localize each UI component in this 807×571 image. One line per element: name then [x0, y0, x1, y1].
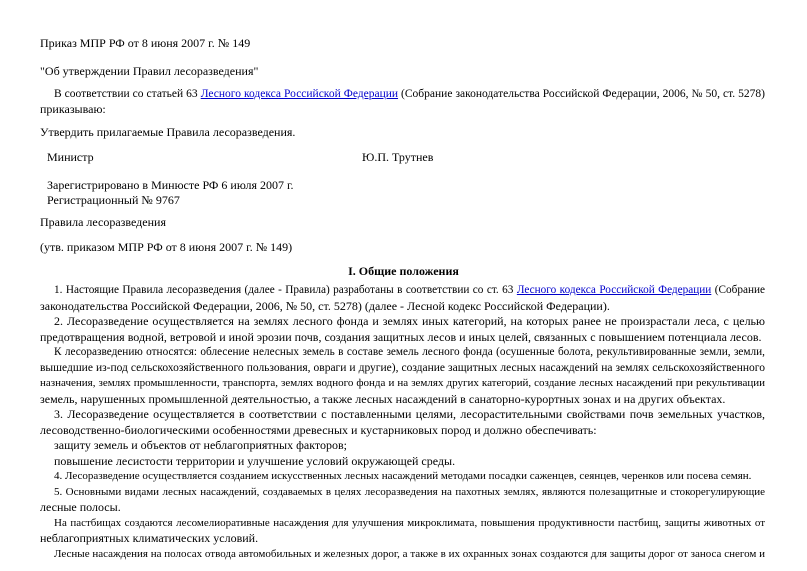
para1-line-2: законодательства Российской Федерации, 2006, № 50, ст. 5278) (далее - Лесной кодекс Российской Федерации). [40, 298, 610, 313]
order-title: Приказ МПР РФ от 8 июня 2007 г. № 149 [40, 36, 251, 50]
signature-position: Министр [47, 150, 94, 164]
forest-code-link-2[interactable]: Лесного кодекса Российской Федерации [516, 284, 712, 296]
para4-line-3: защиту земель и объектов от неблагоприятных факторов; [54, 438, 347, 452]
para2-line-1: 2. Лесоразведение осуществляется на землях лесного фонда и землях иных категорий, на которых ранее не произрастали леса, с целью [54, 314, 765, 328]
para7-line-2: неблагоприятных климатических условий. [40, 531, 259, 545]
para4-line-2: лесоводственно-биологическими особенностями древесных и кустарниковых пород и должно обеспечивать: [40, 422, 597, 437]
para3-line-4: земель, нарушенных промышленной деятельностью, а также лесных насаждений в санаторно-курортных зонах и на других объектах. [40, 391, 726, 406]
para3-line-2: вышедшие из-под сельскохозяйственного пользования, овраги и другие), создание защитных лесных насаждений на землях сельскохозяйственного [40, 361, 765, 374]
approved-by: (утв. приказом МПР РФ от 8 июня 2007 г. № 149) [40, 240, 293, 254]
preamble-line-1 [40, 87, 765, 103]
order-subject: "Об утверждении Правил лесоразведения" [40, 64, 259, 78]
para1-text-after: (Собрание [711, 284, 766, 296]
para4-line-4: повышение лесистости территории и улучшение условий окружающей среды. [54, 453, 456, 468]
para6-line-1: 5. Основными видами лесных насаждений, создаваемых в целях лесоразведения на пахотных землях, являются полезащитные и стокорегулирующие [54, 485, 765, 498]
para1-line-1 [54, 283, 765, 299]
para1-text-before: 1. Настоящие Правила лесоразведения (далее - Правила) разработаны в соответствии со ст. 63 [54, 284, 517, 296]
forest-code-link[interactable]: Лесного кодекса Российской Федерации [200, 88, 399, 100]
section-heading: I. Общие положения [348, 264, 459, 278]
rules-title: Правила лесоразведения [40, 215, 166, 229]
registration-line-2: Регистрационный № 9767 [47, 193, 180, 207]
para4-line-1: 3. Лесоразведение осуществляется в соответствии с поставленными целями, лесорастительными свойствами почв земельных участков, [54, 407, 765, 421]
preamble-line-2: приказываю: [40, 102, 106, 116]
preamble-text-after: (Собрание законодательства Российской Федерации, 2006, № 50, ст. 5278) [398, 88, 765, 100]
para7-line-1: На пастбищах создаются лесомелиоративные насаждения для улучшения микроклимата, повышения продуктивности пастбищ, защиты животных от [54, 516, 765, 529]
para2-line-2: предотвращения водной, ветровой и иной эрозии почв, создания защитных лесов и иных целей, связанных с повышением потенциала лесов. [40, 329, 762, 344]
para3-line-3: назначения, землях промышленности, транспорта, землях водного фонда и на землях других категорий, создание лесных насаждений при рекультивации [40, 377, 765, 389]
registration-line-1: Зарегистрировано в Минюсте РФ 6 июля 2007 г. [47, 178, 294, 192]
signature-name: Ю.П. Трутнев [362, 150, 434, 164]
preamble-text-before: В соответствии со статьей 63 [54, 88, 201, 100]
para3-line-1: К лесоразведению относятся: облесение нелесных земель в составе земель лесного фонда (осушенные болота, рекультивированные земли, земли, [54, 346, 765, 358]
approve-line: Утвердить прилагаемые Правила лесоразведения. [40, 125, 296, 139]
para8-line-1: Лесные насаждения на полосах отвода автомобильных и железных дорог, а также в их охранных зонах создаются для защиты дорог от заноса снегом и [54, 548, 765, 560]
para6-line-2: лесные полосы. [40, 500, 121, 514]
para5-line-1: 4. Лесоразведение осуществляется созданием искусственных лесных насаждений методами посадки саженцев, сеянцев, черенков или посева семян. [54, 470, 752, 482]
